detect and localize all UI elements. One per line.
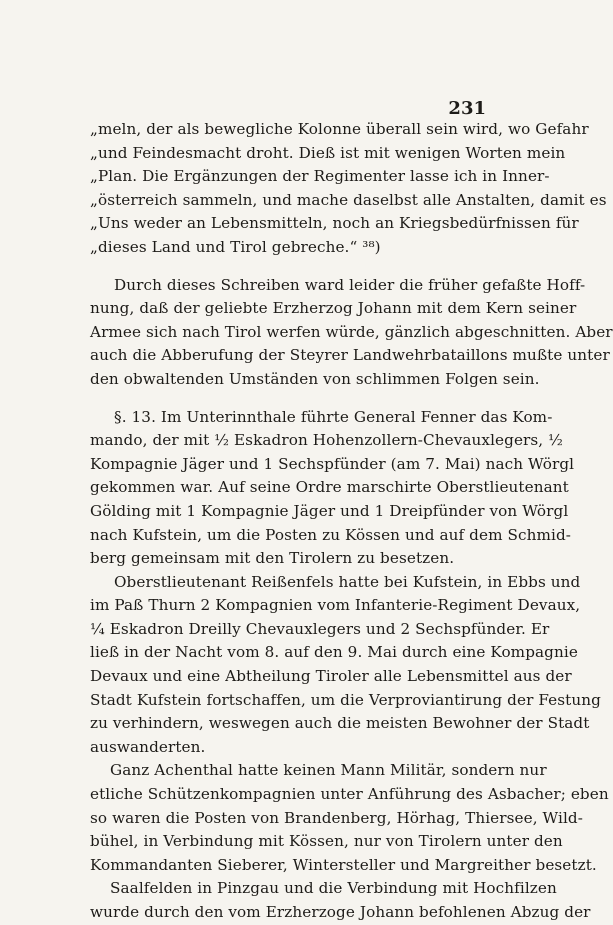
text-line: ließ in der Nacht vom 8. auf den 9. Mai durch eine Kompagnie	[90, 643, 578, 662]
paragraph	[90, 274, 613, 392]
text-line: Gölding mit 1 Kompagnie Jäger und 1 Dreipfünder von Wörgl	[90, 501, 569, 520]
text-line: „österreich sammeln, und mache daselbst alle Anstalten, damit es	[90, 190, 607, 209]
text-line: auch die Abberufung der Steyrer Landwehrbataillons mußte unter	[90, 346, 610, 365]
text-line: nach Kufstein, um die Posten zu Kössen und auf dem Schmid-	[90, 525, 572, 544]
text-line: auswanderten.	[90, 737, 206, 756]
paragraph-gap	[90, 260, 500, 274]
text-line: Saalfelden in Pinzgau und die Verbindung mit Hochfilzen	[110, 879, 557, 898]
text-line: „meln, der als bewegliche Kolonne überall sein wird, wo Gefahr	[90, 120, 589, 138]
text-line: ¼ Eskadron Dreilly Chevauxlegers und 2 Sechspfünder. Er	[90, 619, 550, 638]
text-line: den obwaltenden Umständen von schlimmen Folgen sein.	[90, 369, 540, 388]
text-line: im Paß Thurn 2 Kompagnien vom Infanterie-Regiment Devaux,	[90, 596, 581, 615]
body-text	[90, 118, 613, 925]
text-line: zu verhindern, weswegen auch die meisten Bewohner der Stadt	[90, 714, 590, 733]
text-line: §. 13. Im Unterinnthale führte General Fenner das Kom-	[114, 407, 553, 426]
paragraph	[90, 118, 607, 260]
text-line: Kompagnie Jäger und 1 Sechspfünder (am 7. Mai) nach Wörgl	[90, 454, 575, 473]
text-line: nung, daß der geliebte Erzherzog Johann mit dem Kern seiner	[90, 299, 577, 318]
text-line: etliche Schützenkompagnien unter Anführung des Asbacher; eben	[90, 785, 609, 804]
text-line: mando, der mit ½ Eskadron Hohenzollern-Chevauxlegers, ½	[90, 431, 563, 450]
text-line: „und Feindesmacht droht. Dieß ist mit wenigen Worten mein	[90, 143, 566, 162]
text-line: „dieses Land und Tirol gebreche.“ ³⁸)	[90, 237, 381, 256]
text-line: Armee sich nach Tirol werfen würde, gänzlich abgeschnitten. Aber	[90, 322, 613, 341]
text-line: Ganz Achenthal hatte keinen Mann Militär, sondern nur	[110, 761, 547, 780]
text-line: Durch dieses Schreiben ward leider die früher gefaßte Hoff-	[114, 275, 586, 294]
text-line: gekommen war. Auf seine Ordre marschirte Oberstlieutenant	[90, 478, 569, 497]
paragraph	[90, 759, 609, 877]
text-line: Kommandanten Sieberer, Wintersteller und Margreither besetzt.	[90, 855, 597, 874]
text-line: Stadt Kufstein fortschaffen, um die Verproviantirung der Festung	[90, 690, 601, 709]
text-line: berg gemeinsam mit den Tirolern zu besetzen.	[90, 549, 455, 568]
text-line: bühel, in Verbindung mit Kössen, nur von Tirolern unter den	[90, 832, 563, 851]
paragraph	[90, 877, 591, 924]
paragraph-gap	[90, 392, 500, 406]
text-line: Devaux und eine Abtheilung Tiroler alle Lebensmittel aus der	[90, 667, 572, 686]
text-line: „Plan. Die Ergänzungen der Regimenter lasse ich in Inner-	[90, 167, 550, 186]
text-line: Oberstlieutenant Reißenfels hatte bei Kufstein, in Ebbs und	[114, 572, 581, 591]
paragraph	[90, 406, 575, 571]
text-line: „Uns weder an Lebensmitteln, noch an Kriegsbedürfnissen für	[90, 214, 579, 233]
text-line: so waren die Posten von Brandenberg, Hörhag, Thiersee, Wild-	[90, 808, 583, 827]
text-line: wurde durch den vom Erzherzoge Johann befohlenen Abzug der	[90, 903, 591, 921]
paragraph	[90, 571, 601, 760]
page-number: 231	[448, 98, 486, 119]
